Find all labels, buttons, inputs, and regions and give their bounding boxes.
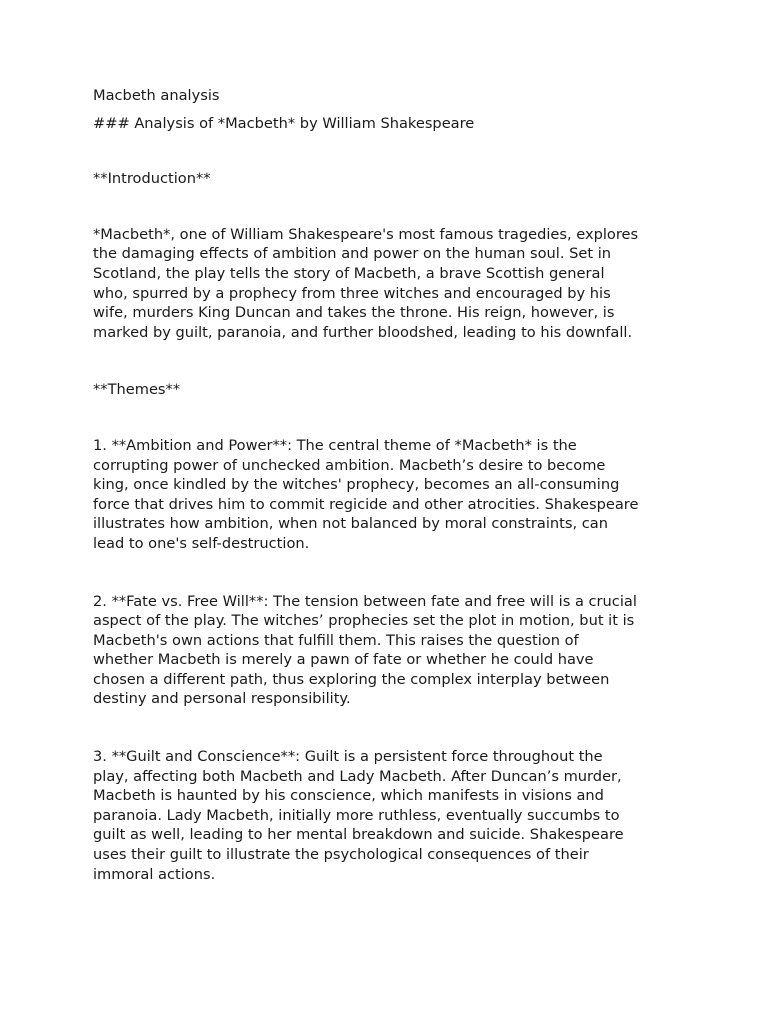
- paragraph-line: whether Macbeth is merely a pawn of fate or whether he could have: [93, 651, 594, 669]
- paragraph-line: guilt as well, leading to her mental breakdown and suicide. Shakespeare: [93, 826, 624, 844]
- paragraph-line: immoral actions.: [93, 865, 216, 883]
- paragraph-line: play, affecting both Macbeth and Lady Macbeth. After Duncan’s murder,: [93, 767, 622, 785]
- paragraph-line: paranoia. Lady Macbeth, initially more ruthless, eventually succumbs to: [93, 806, 620, 824]
- paragraph-line: corrupting power of unchecked ambition. Macbeth’s desire to become: [93, 456, 606, 474]
- paragraph-line: destiny and personal responsibility.: [93, 690, 351, 708]
- paragraph-line: *Macbeth*, one of William Shakespeare's most famous tragedies, explores: [93, 225, 639, 243]
- introduction-label: **Introduction**: [93, 170, 211, 188]
- paragraph-line: force that drives him to commit regicide and other atrocities. Shakespeare: [93, 495, 639, 513]
- paragraph-line: Macbeth is haunted by his conscience, which manifests in visions and: [93, 787, 604, 805]
- paragraph-line: uses their guilt to illustrate the psychological consequences of their: [93, 846, 589, 864]
- introduction-paragraph: [93, 225, 683, 343]
- paragraph-line: who, spurred by a prophecy from three witches and encouraged by his: [93, 284, 611, 302]
- themes-label: **Themes**: [93, 381, 181, 399]
- theme-paragraph-guilt: [93, 747, 683, 884]
- paragraph-line: king, once kindled by the witches' prophecy, becomes an all-consuming: [93, 476, 620, 494]
- paragraph-line: wife, murders King Duncan and takes the throne. His reign, however, is: [93, 304, 615, 322]
- document-heading: ### Analysis of *Macbeth* by William Shakespeare: [93, 114, 475, 132]
- theme-paragraph-fate: [93, 592, 683, 710]
- paragraph-line: the damaging effects of ambition and power on the human soul. Set in: [93, 245, 612, 263]
- paragraph-line: 2. **Fate vs. Free Will**: The tension between fate and free will is a crucial: [93, 592, 637, 610]
- paragraph-line: lead to one's self-destruction.: [93, 534, 310, 552]
- paragraph-line: aspect of the play. The witches’ prophecies set the plot in motion, but it is: [93, 612, 635, 630]
- paragraph-line: Macbeth's own actions that fulfill them. This raises the question of: [93, 631, 579, 649]
- paragraph-line: marked by guilt, paranoia, and further bloodshed, leading to his downfall.: [93, 323, 633, 341]
- paragraph-line: 1. **Ambition and Power**: The central theme of *Macbeth* is the: [93, 436, 577, 454]
- paragraph-line: illustrates how ambition, when not balanced by moral constraints, can: [93, 515, 608, 533]
- paragraph-line: Scotland, the play tells the story of Macbeth, a brave Scottish general: [93, 264, 605, 282]
- theme-paragraph-ambition: [93, 436, 683, 554]
- paragraph-line: chosen a different path, thus exploring the complex interplay between: [93, 670, 610, 688]
- document-page: [93, 86, 683, 922]
- document-title: Macbeth analysis: [93, 87, 220, 104]
- paragraph-line: 3. **Guilt and Conscience**: Guilt is a persistent force throughout the: [93, 748, 603, 766]
